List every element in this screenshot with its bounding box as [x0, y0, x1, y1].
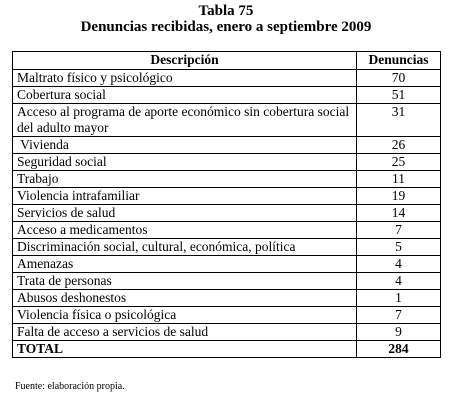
row-description: Acceso al programa de aporte económico sin cobertura social del adulto mayor — [13, 104, 357, 137]
table-row — [13, 87, 441, 104]
table-row — [13, 137, 441, 154]
row-count: 25 — [357, 154, 441, 171]
row-description: Vivienda — [13, 137, 357, 154]
table-row — [13, 324, 441, 341]
table-number: Tabla 75 — [198, 3, 254, 19]
table-row — [13, 188, 441, 205]
row-count: 31 — [357, 104, 441, 137]
row-count: 51 — [357, 87, 441, 104]
complaints-table — [12, 51, 441, 358]
row-count: 4 — [357, 273, 441, 290]
table-row — [13, 290, 441, 307]
row-description: Cobertura social — [13, 87, 357, 104]
column-header-description: Descripción — [13, 52, 357, 70]
row-count: 26 — [357, 137, 441, 154]
row-description: Falta de acceso a servicios de salud — [13, 324, 357, 341]
row-count: 5 — [357, 239, 441, 256]
source-note: Fuente: elaboración propia. — [15, 381, 125, 392]
header-row — [13, 52, 441, 70]
table-row — [13, 273, 441, 290]
table-row — [13, 256, 441, 273]
table-row — [13, 205, 441, 222]
row-description: Maltrato físico y psicológico — [13, 70, 357, 87]
row-count: 1 — [357, 290, 441, 307]
row-description: Amenazas — [13, 256, 357, 273]
total-count: 284 — [357, 341, 441, 358]
column-header-complaints: Denuncias — [357, 52, 441, 70]
total-label: TOTAL — [13, 341, 357, 358]
table-row — [13, 239, 441, 256]
table-row — [13, 70, 441, 87]
total-row — [13, 341, 441, 358]
row-count: 7 — [357, 222, 441, 239]
row-count: 19 — [357, 188, 441, 205]
table-row — [13, 307, 441, 324]
table-row — [13, 171, 441, 188]
row-description: Servicios de salud — [13, 205, 357, 222]
row-count: 70 — [357, 70, 441, 87]
row-description: Seguridad social — [13, 154, 357, 171]
row-count: 4 — [357, 256, 441, 273]
row-description: Violencia física o psicológica — [13, 307, 357, 324]
row-description: Violencia intrafamiliar — [13, 188, 357, 205]
row-description: Trata de personas — [13, 273, 357, 290]
table-row — [13, 104, 441, 137]
table-row — [13, 222, 441, 239]
row-description: Trabajo — [13, 171, 357, 188]
table-row — [13, 154, 441, 171]
row-count: 7 — [357, 307, 441, 324]
row-description: Abusos deshonestos — [13, 290, 357, 307]
row-count: 9 — [357, 324, 441, 341]
row-count: 14 — [357, 205, 441, 222]
row-count: 11 — [357, 171, 441, 188]
row-description: Discriminación social, cultural, económica, política — [13, 239, 357, 256]
row-description: Acceso a medicamentos — [13, 222, 357, 239]
table-title: Denuncias recibidas, enero a septiembre 2009 — [80, 19, 372, 35]
